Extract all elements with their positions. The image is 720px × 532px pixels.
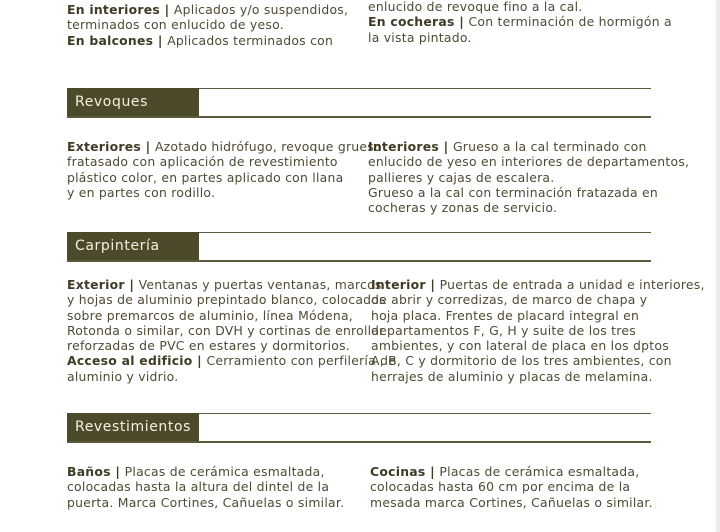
body-text: Aplicados terminados con [167,32,334,48]
keyword-label: En cocheras [368,14,455,30]
text-line [67,495,344,510]
separator: | [124,277,139,292]
divider [67,116,651,118]
section-header-revoques [67,88,651,118]
body-text: Ventanas y puertas ventanas, marcos [138,277,382,292]
keyword-label: Exteriores [67,139,142,154]
separator: | [141,139,155,154]
body-text: puerta. Marca Cortines, Cañuelas o similar. [67,494,345,510]
divider [67,260,651,262]
section-title: Carpintería [67,232,199,261]
text-line [371,292,705,307]
text-line [371,308,705,323]
text-line [370,495,653,510]
text-line [368,139,689,154]
body-text: pallieres y cajas de escalera. [368,169,555,185]
revestimientos-cocinas-text [370,464,653,510]
carpinteria-interior-text [371,277,705,384]
text-line [371,369,705,384]
body-text: plástico color, en partes aplicado con llana [67,169,344,185]
body-text: enlucido de yeso en interiores de departamentos, [368,154,690,170]
keyword-label: En balcones [67,32,154,48]
body-text: A, B, C y dormitorio de los tres ambientes, con [371,353,672,369]
divider [199,88,651,89]
body-text: la vista pintado. [368,29,472,45]
body-text: colocadas hasta 60 cm por encima de la [370,479,631,495]
section-title: Revestimientos [67,413,199,442]
body-text: enlucido de revoque fino a la cal. [368,0,583,14]
top-right-text [368,0,672,45]
text-line [67,33,348,48]
text-line [371,277,705,292]
revoques-exteriores-text [67,139,382,200]
keyword-label: Exterior [67,277,125,292]
section-header-carpinteria [67,232,651,262]
body-text: departamentos F, G, H y suite de los tres [371,322,636,338]
keyword-label: Interiores [368,139,440,154]
text-line [368,170,689,185]
text-line [368,200,689,215]
separator: | [439,139,453,154]
separator: | [425,464,440,479]
section-header-revestimientos [67,413,651,443]
keyword-label: Baños [67,464,111,479]
section-title: Revoques [67,88,199,117]
body-text: Grueso a la cal terminado con [452,139,647,154]
body-text: hoja placa. Frentes de placard integral en [371,307,640,323]
text-line [67,17,348,32]
text-line [371,353,705,368]
body-text: Cerramiento con perfilería de [206,353,397,369]
carpinteria-exterior-text [67,277,396,384]
body-text: terminados con enlucido de yeso. [67,17,284,33]
text-line [370,479,653,494]
text-line [67,2,348,17]
separator: | [192,353,207,369]
body-text: ambientes, y con lateral de placa en los dptos [371,338,669,354]
text-line [67,479,344,494]
body-text: cocheras y zonas de servicio. [368,200,558,216]
text-line [371,323,705,338]
body-text: Placas de cerámica esmaltada, [124,464,325,479]
top-left-text [67,2,348,48]
keyword-label: Cocinas [370,464,426,479]
body-text: colocadas hasta la altura del dintel de la [67,479,330,495]
body-text: de abrir y corredizas, de marco de chapa y [371,292,648,308]
body-text: sobre premarcos de aluminio, línea Módena, [67,307,353,323]
text-line [368,154,689,169]
text-line [368,14,672,29]
text-line [67,292,396,307]
body-text: y en partes con rodillo. [67,184,216,200]
text-line [67,154,382,169]
keyword-label: Interior [371,277,426,292]
body-text: Rotonda o similar, con DVH y cortinas de enrollar [67,322,385,338]
text-line [368,0,672,14]
divider [199,232,651,233]
body-text: Aplicados y/o suspendidos, [173,2,349,17]
body-text: fratasado con aplicación de revestimiento [67,154,338,170]
text-line [67,308,396,323]
text-line [67,185,382,200]
body-text: herrajes de aluminio y placas de melamina. [371,368,653,384]
keyword-label: En interiores [67,2,161,17]
body-text: aluminio y vidrio. [67,368,179,384]
body-text: Grueso a la cal con terminación fratazada en [368,184,659,200]
text-line [67,369,396,384]
text-line [368,30,672,45]
text-line [67,338,396,353]
separator: | [160,2,174,17]
body-text: reforzadas de PVC en estares y dormitorios. [67,338,350,354]
text-line [370,464,653,479]
text-line [67,323,396,338]
body-text: Con terminación de hormigón a [468,14,672,30]
divider [199,413,651,414]
text-line [67,464,344,479]
text-line [67,277,396,292]
revestimientos-banos-text [67,464,344,510]
text-line [368,185,689,200]
body-text: Placas de cerámica esmaltada, [439,464,640,479]
separator: | [153,32,168,48]
revoques-interiores-text [368,139,689,215]
body-text: mesada marca Cortines, Cañuelas o similar. [370,494,653,510]
text-line [67,170,382,185]
separator: | [454,14,469,30]
text-line [67,353,396,368]
body-text: Puertas de entrada a unidad e interiores, [439,277,705,292]
text-line [371,338,705,353]
body-text: Azotado hidrófugo, revoque grueso [154,139,382,154]
separator: | [110,464,125,479]
body-text: y hojas de aluminio prepintado blanco, colocados [67,292,386,308]
divider [67,441,651,443]
page-edge-shadow [715,0,720,532]
text-line [67,139,382,154]
keyword-label: Acceso al edificio [67,353,193,369]
separator: | [425,277,440,292]
